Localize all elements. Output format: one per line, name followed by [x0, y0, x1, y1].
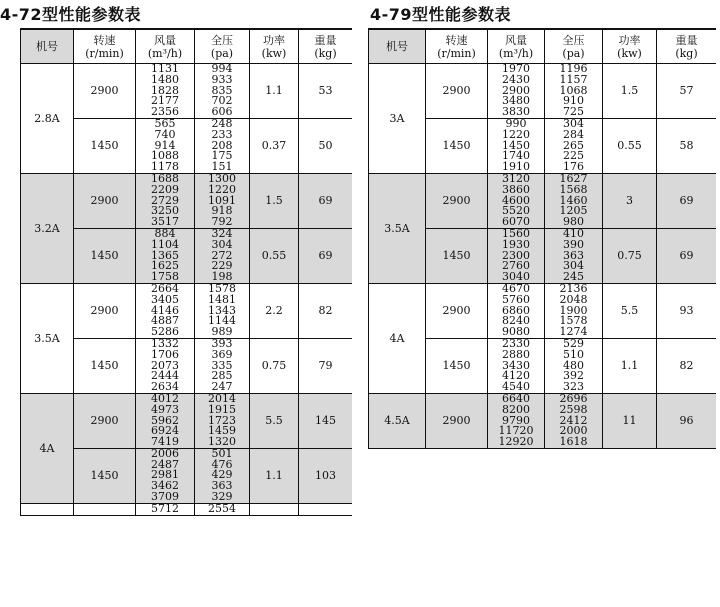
power-cell: 3 [603, 173, 657, 228]
pressure-value: 1915 [208, 402, 236, 416]
fan-table-4-79 [368, 28, 716, 607]
airflow-value: 2073 [151, 358, 179, 372]
model-header-label: 机号 [386, 40, 408, 53]
power-cell: 5.5 [603, 283, 657, 338]
speed-cell: 2900 [426, 64, 488, 119]
airflow-cell [136, 173, 195, 228]
airflow-cell [136, 393, 195, 448]
speed-cell: 1450 [426, 118, 488, 173]
airflow-value: 1828 [151, 83, 179, 97]
pressure-value: 501 [211, 448, 233, 460]
pressure-cell [545, 393, 603, 448]
power-header-line: (kw) [617, 46, 642, 60]
pressure-value: 247 [211, 380, 233, 394]
airflow-value: 1480 [151, 72, 179, 86]
airflow-value: 6924 [151, 424, 179, 438]
pressure-cell [195, 64, 250, 119]
airflow-value: 4600 [502, 193, 530, 207]
weight-cell: 103 [299, 448, 353, 503]
airflow-value: 1332 [151, 338, 179, 350]
model-cell: 3.5A [369, 173, 426, 283]
pressure-value: 1459 [208, 424, 236, 438]
speed-cell: 1450 [74, 448, 136, 503]
weight-cell: 50 [299, 118, 353, 173]
pressure-header [545, 30, 603, 64]
pressure-value: 324 [211, 228, 233, 240]
weight-cell: 69 [299, 228, 353, 283]
weight-cell: 82 [657, 338, 717, 393]
airflow-cell [136, 503, 195, 515]
power-header-line: 功率 [263, 33, 285, 47]
power-cell: 0.75 [250, 338, 299, 393]
pressure-cell [195, 283, 250, 338]
weight-header-line: 重量 [314, 33, 337, 47]
pressure-cell [545, 228, 603, 283]
weight-cell: 82 [299, 283, 353, 338]
power-cell: 0.37 [250, 118, 299, 173]
weight-cell: 145 [299, 393, 353, 448]
airflow-value: 6070 [502, 215, 530, 229]
airflow-value: 12920 [498, 435, 534, 449]
pressure-value: 989 [211, 325, 233, 339]
airflow-value: 3040 [502, 270, 530, 284]
pressure-value: 390 [563, 237, 584, 251]
pressure-value: 2412 [559, 413, 588, 427]
airflow-header-line: (m³/h) [498, 46, 534, 60]
speed-cell: 2900 [426, 283, 488, 338]
power-cell: 2.2 [250, 283, 299, 338]
airflow-header [136, 30, 195, 64]
airflow-value: 2300 [502, 248, 530, 262]
table-title-4-79: 4-79型性能参数表 [370, 5, 512, 24]
pressure-value: 410 [563, 228, 584, 240]
pressure-value: 933 [211, 72, 233, 86]
pressure-value: 606 [211, 105, 233, 119]
pressure-cell [545, 64, 603, 119]
airflow-cell [136, 118, 195, 173]
pressure-value: 835 [211, 83, 233, 97]
weight-cell: 93 [657, 283, 717, 338]
model-cell: 3A [369, 64, 426, 174]
pressure-cell [195, 118, 250, 173]
pressure-value: 1196 [559, 63, 588, 75]
airflow-value: 4540 [502, 380, 530, 394]
model-header [369, 30, 426, 64]
pressure-cell [195, 228, 250, 283]
airflow-value: 1970 [502, 63, 530, 75]
airflow-value: 1930 [502, 237, 530, 251]
pressure-value: 2014 [208, 393, 236, 405]
pressure-value: 510 [563, 347, 584, 361]
speed-cell [74, 503, 136, 515]
airflow-cell [136, 64, 195, 119]
weight-cell: 69 [657, 228, 717, 283]
airflow-cell [136, 448, 195, 503]
weight-cell: 57 [657, 64, 717, 119]
weight-header [299, 30, 353, 64]
weight-cell [299, 503, 353, 515]
airflow-cell [488, 118, 545, 173]
pressure-value: 2696 [559, 393, 588, 405]
pressure-value: 304 [211, 237, 233, 251]
airflow-value: 9080 [502, 325, 530, 339]
pressure-cell [195, 393, 250, 448]
airflow-value: 884 [154, 228, 176, 240]
airflow-value: 1706 [151, 347, 179, 361]
airflow-value: 990 [505, 118, 527, 130]
pressure-value: 369 [211, 347, 233, 361]
model-cell: 3.5A [21, 283, 74, 393]
pressure-value: 1205 [559, 204, 588, 218]
pressure-header-line: (pa) [210, 46, 234, 60]
pressure-value: 272 [211, 248, 233, 262]
pressure-value: 392 [563, 369, 584, 383]
power-cell: 1.5 [250, 173, 299, 228]
pressure-cell [545, 173, 603, 228]
pressure-cell [195, 448, 250, 503]
speed-header [426, 30, 488, 64]
model-header-label: 机号 [36, 40, 58, 53]
weight-cell: 79 [299, 338, 353, 393]
pressure-header-line: 全压 [562, 33, 585, 47]
airflow-header-line: 风量 [154, 33, 176, 47]
header-row [369, 30, 717, 64]
airflow-value: 1178 [151, 160, 179, 174]
power-header [250, 30, 299, 64]
performance-table [20, 29, 352, 516]
airflow-value: 2981 [151, 468, 179, 482]
pressure-value: 476 [211, 457, 233, 471]
airflow-value: 2880 [502, 347, 530, 361]
airflow-value: 2177 [151, 94, 179, 108]
pressure-value: 151 [211, 160, 233, 174]
power-cell: 11 [603, 393, 657, 448]
pressure-value: 725 [563, 105, 584, 119]
airflow-value: 2900 [502, 83, 530, 97]
weight-cell: 69 [299, 173, 353, 228]
pressure-cell [195, 503, 250, 515]
airflow-value: 5962 [151, 413, 179, 427]
pressure-value: 1627 [559, 173, 588, 185]
pressure-value: 480 [563, 358, 584, 372]
pressure-value: 1220 [208, 182, 236, 196]
pressure-value: 529 [563, 338, 584, 350]
airflow-value: 5760 [502, 292, 530, 306]
model-cell: 4A [369, 283, 426, 393]
airflow-value: 4120 [502, 369, 530, 383]
pressure-value: 910 [563, 94, 584, 108]
weight-cell: 58 [657, 118, 717, 173]
table-row [369, 64, 717, 119]
pressure-value: 1274 [559, 325, 588, 339]
speed-cell: 2900 [74, 173, 136, 228]
pressure-value: 1578 [559, 314, 588, 328]
table-title-4-72: 4-72型性能参数表 [0, 5, 142, 24]
table-row [21, 393, 353, 448]
power-header-line: (kw) [261, 46, 287, 60]
weight-header-line: (kg) [314, 46, 337, 60]
power-cell: 5.5 [250, 393, 299, 448]
power-cell: 1.1 [250, 448, 299, 503]
airflow-value: 3860 [502, 182, 530, 196]
pressure-value: 918 [211, 204, 233, 218]
airflow-value: 4146 [151, 303, 179, 317]
airflow-cell [136, 283, 195, 338]
pressure-value: 363 [211, 479, 233, 493]
pressure-value: 176 [563, 160, 584, 174]
model-cell: 4A [21, 393, 74, 503]
pressure-value: 393 [211, 338, 233, 350]
pressure-value: 335 [211, 358, 233, 372]
airflow-value: 11720 [498, 424, 534, 438]
pressure-value: 229 [211, 259, 233, 273]
pressure-value: 2598 [559, 402, 588, 416]
pressure-value: 323 [563, 380, 584, 394]
pressure-value: 245 [563, 270, 584, 284]
fan-table-4-72 [20, 28, 352, 607]
speed-cell: 2900 [426, 393, 488, 448]
airflow-value: 3480 [502, 94, 530, 108]
pressure-value: 285 [211, 369, 233, 383]
pressure-value: 994 [211, 63, 233, 75]
speed-cell: 1450 [426, 228, 488, 283]
airflow-value: 8200 [502, 402, 530, 416]
airflow-value: 1104 [151, 237, 179, 251]
pressure-value: 1068 [559, 83, 588, 97]
airflow-value: 5520 [502, 204, 530, 218]
table-row [21, 173, 353, 228]
pressure-value: 1900 [559, 303, 588, 317]
airflow-value: 914 [154, 138, 176, 152]
speed-header [74, 30, 136, 64]
airflow-value: 6640 [502, 393, 530, 405]
airflow-cell [488, 283, 545, 338]
speed-cell: 1450 [74, 228, 136, 283]
pressure-value: 284 [563, 127, 584, 141]
airflow-value: 3430 [502, 358, 530, 372]
pressure-value: 980 [563, 215, 584, 229]
airflow-value: 1688 [151, 173, 179, 185]
airflow-value: 2487 [151, 457, 179, 471]
speed-cell: 1450 [426, 338, 488, 393]
airflow-value: 1910 [502, 160, 530, 174]
pressure-cell [545, 283, 603, 338]
airflow-cell [488, 64, 545, 119]
pressure-value: 2000 [559, 424, 588, 438]
weight-header-line: (kg) [675, 46, 698, 60]
airflow-value: 3250 [151, 204, 179, 218]
airflow-value: 4012 [151, 393, 179, 405]
pressure-cell [195, 173, 250, 228]
speed-header-line: 转速 [445, 33, 468, 47]
airflow-value: 2356 [151, 105, 179, 119]
airflow-value: 1131 [151, 63, 179, 75]
pressure-value: 2136 [559, 283, 588, 295]
airflow-value: 3405 [151, 292, 179, 306]
airflow-value: 1220 [502, 127, 530, 141]
pressure-value: 429 [211, 468, 233, 482]
airflow-value: 7419 [151, 435, 179, 449]
weight-header [657, 30, 717, 64]
airflow-value: 9790 [502, 413, 530, 427]
power-cell: 0.75 [603, 228, 657, 283]
pressure-value: 208 [211, 138, 233, 152]
pressure-value: 175 [211, 149, 233, 163]
table-row [369, 283, 717, 338]
model-header [21, 30, 74, 64]
airflow-value: 2634 [151, 380, 179, 394]
airflow-value: 4973 [151, 402, 179, 416]
speed-cell: 2900 [74, 283, 136, 338]
pressure-value: 702 [211, 94, 233, 108]
airflow-value: 6860 [502, 303, 530, 317]
airflow-value: 2430 [502, 72, 530, 86]
table-row [369, 393, 717, 448]
airflow-value: 2444 [151, 369, 179, 383]
airflow-value: 8240 [502, 314, 530, 328]
airflow-cell [136, 338, 195, 393]
airflow-value: 3517 [151, 215, 179, 229]
pressure-value: 1568 [559, 182, 588, 196]
airflow-value: 4887 [151, 314, 179, 328]
table-row [21, 283, 353, 338]
power-header-line: 功率 [618, 33, 641, 47]
pressure-value: 198 [211, 270, 233, 284]
airflow-value: 1758 [151, 270, 179, 284]
speed-header-line: (r/min) [85, 46, 124, 60]
pressure-value: 1460 [559, 193, 588, 207]
pressure-value: 248 [211, 118, 233, 130]
pressure-cell [195, 338, 250, 393]
airflow-value: 3709 [151, 490, 179, 504]
speed-cell: 1450 [74, 118, 136, 173]
airflow-value: 4670 [502, 283, 530, 295]
pressure-value: 792 [211, 215, 233, 229]
pressure-header-line: 全压 [211, 33, 233, 47]
table-row [369, 173, 717, 228]
power-cell: 0.55 [603, 118, 657, 173]
airflow-value: 740 [154, 127, 176, 141]
pressure-value: 304 [563, 259, 584, 273]
airflow-cell [488, 393, 545, 448]
airflow-value: 2330 [502, 338, 530, 350]
airflow-value: 1450 [502, 138, 530, 152]
pressure-value: 363 [563, 248, 584, 262]
performance-table [368, 29, 716, 449]
pressure-value: 1320 [208, 435, 236, 449]
power-cell: 1.5 [603, 64, 657, 119]
pressure-value: 1144 [208, 314, 236, 328]
speed-header-line: (r/min) [437, 46, 476, 60]
power-cell [250, 503, 299, 515]
pressure-value: 265 [563, 138, 584, 152]
power-cell: 1.1 [250, 64, 299, 119]
pressure-value: 2554 [208, 503, 236, 515]
airflow-header-line: (m³/h) [147, 46, 183, 60]
pressure-header [195, 30, 250, 64]
pressure-cell [545, 118, 603, 173]
speed-cell: 1450 [74, 338, 136, 393]
airflow-value: 565 [154, 118, 176, 130]
speed-cell: 2900 [74, 64, 136, 119]
airflow-value: 1560 [502, 228, 530, 240]
pressure-value: 225 [563, 149, 584, 163]
speed-cell: 2900 [426, 173, 488, 228]
pressure-value: 2048 [559, 292, 588, 306]
airflow-cell [136, 228, 195, 283]
pressure-value: 1343 [208, 303, 236, 317]
airflow-value: 1365 [151, 248, 179, 262]
pressure-value: 1578 [208, 283, 236, 295]
airflow-header-line: 风量 [505, 33, 527, 47]
model-cell [21, 503, 74, 515]
airflow-cell [488, 338, 545, 393]
airflow-header [488, 30, 545, 64]
airflow-value: 1740 [502, 149, 530, 163]
pressure-value: 1481 [208, 292, 236, 306]
pressure-value: 1723 [208, 413, 236, 427]
power-cell: 0.55 [250, 228, 299, 283]
airflow-value: 1625 [151, 259, 179, 273]
model-cell: 2.8A [21, 64, 74, 174]
pressure-value: 329 [211, 490, 233, 504]
model-cell: 3.2A [21, 173, 74, 283]
airflow-value: 2664 [151, 283, 179, 295]
airflow-cell [488, 228, 545, 283]
weight-cell: 69 [657, 173, 717, 228]
speed-header-line: 转速 [93, 33, 116, 47]
pressure-value: 233 [211, 127, 233, 141]
header-row [21, 30, 353, 64]
pressure-value: 304 [563, 118, 584, 130]
pressure-header-line: (pa) [562, 46, 585, 60]
power-header [603, 30, 657, 64]
pressure-value: 1091 [208, 193, 236, 207]
pressure-cell [545, 338, 603, 393]
speed-cell: 2900 [74, 393, 136, 448]
airflow-value: 1088 [151, 149, 179, 163]
weight-cell: 53 [299, 64, 353, 119]
airflow-value: 3830 [502, 105, 530, 119]
airflow-value: 5286 [151, 325, 179, 339]
airflow-value: 2760 [502, 259, 530, 273]
airflow-value: 3462 [151, 479, 179, 493]
weight-header-line: 重量 [675, 33, 698, 47]
airflow-value: 2006 [151, 448, 179, 460]
table-row [21, 64, 353, 119]
model-cell: 4.5A [369, 393, 426, 448]
pressure-value: 1618 [559, 435, 588, 449]
airflow-value: 5712 [151, 503, 179, 515]
pressure-value: 1300 [208, 173, 236, 185]
airflow-value: 2209 [151, 182, 179, 196]
airflow-value: 3120 [502, 173, 530, 185]
weight-cell: 96 [657, 393, 717, 448]
pressure-value: 1157 [559, 72, 588, 86]
power-cell: 1.1 [603, 338, 657, 393]
table-row [21, 503, 353, 515]
airflow-cell [488, 173, 545, 228]
airflow-value: 2729 [151, 193, 179, 207]
